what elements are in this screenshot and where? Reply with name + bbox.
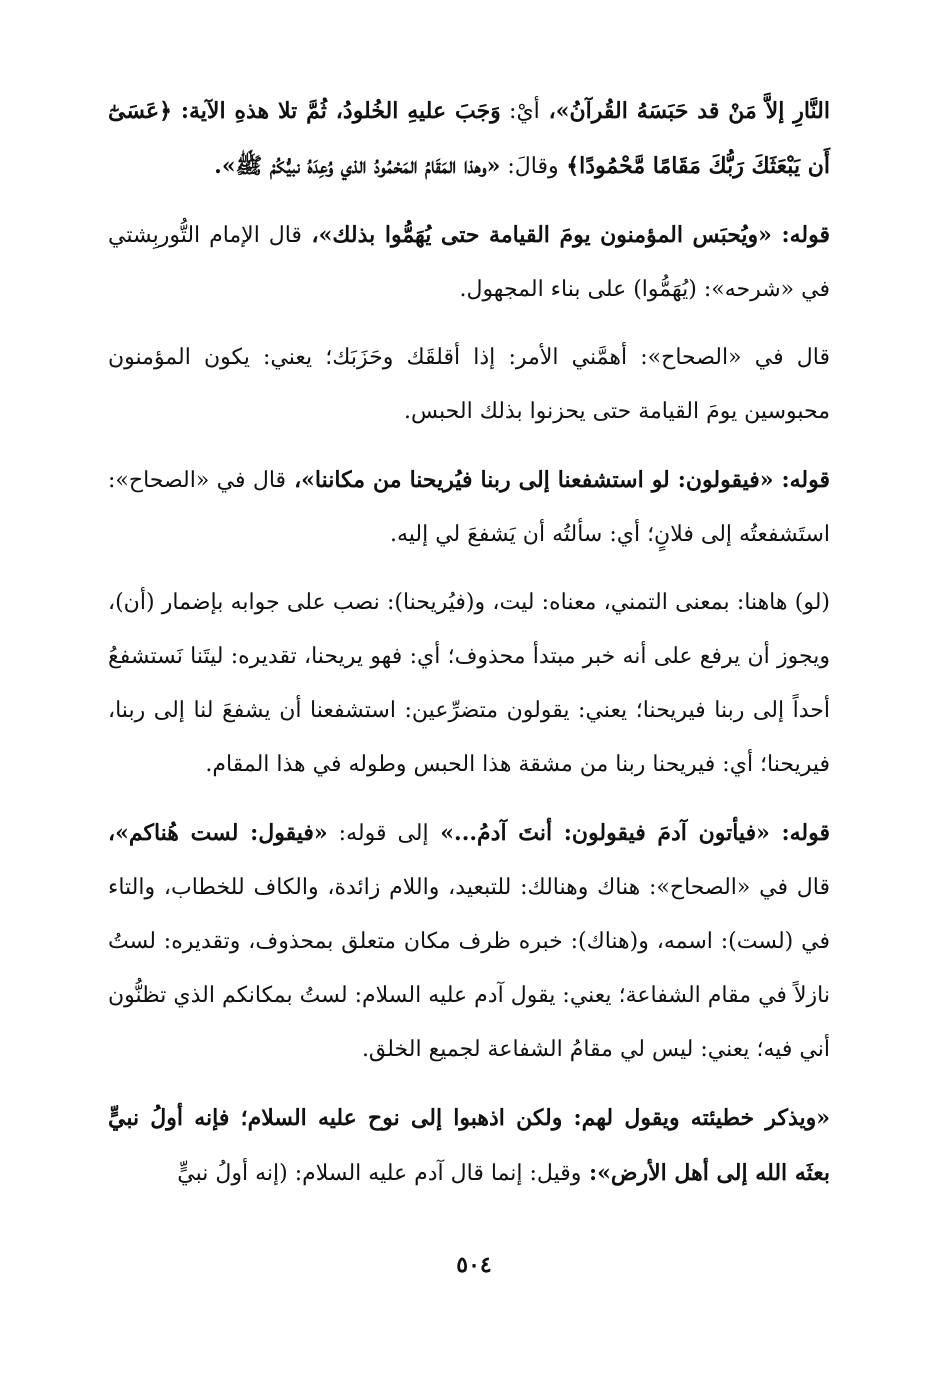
text-segment: وقيل: إنما قال آدم عليه السلام: (إنه أولُ نبيٍّ <box>177 1161 582 1186</box>
paragraph <box>108 84 830 194</box>
text-segment: أيْ: <box>500 99 540 124</box>
bold-text-segment: النَّارِ إلاَّ مَنْ قد حَبَسَهُ القُرآنُ»، <box>539 98 830 124</box>
text-segment: قال الإمام التُّوربِشتي في «شرحه»: (يُهَمُّوا) على بناء المجهول. <box>108 223 830 302</box>
page-number: ٥٠٤ <box>456 1252 492 1278</box>
text-segment: وقالَ: <box>500 154 559 179</box>
text-segment: قال في «الصحاح»: استَشفعتُه إلى فلانٍ؛ أي: سألتُه أن يَشفعَ لي إليه. <box>108 468 830 547</box>
page-body <box>108 84 830 1201</box>
text-segment: إلى قوله: <box>327 821 429 846</box>
paragraph <box>108 806 830 1077</box>
paragraph <box>108 576 830 792</box>
paragraph <box>108 208 830 317</box>
bold-text-segment: «ويذكر خطيئته ويقول لهم: ولكن اذهبوا إلى نوح عليه السلام؛ فإنه أولُ نبيٍّ بعثَه الله إلى أهل الأرض»: <box>108 1105 830 1186</box>
text-segment: قال في «الصحاح»: هناك وهنالك: للتبعيد، واللام زائدة، والكاف للخطاب، والتاء في (لست): اسمه، و(هناك): خبره ظرف مكان متعلق بمحذوف، وتقديره: لستُ نازلاً في مقام الشفاعة؛ يعني: يقول آدم عليه السلام: لستُ بمكانكم الذي تظنُّون أني فيه؛ يعني: ليس لي مقامُ الشفاعة لجميع الخلق. <box>108 875 830 1062</box>
paragraph <box>108 1091 830 1201</box>
text-segment: (لو) هاهنا: بمعنى التمني، معناه: ليت، و(فيُريحنا): نصب على جوابه بإضمار (أن)، ويجوز أن يرفع على أنه خبر مبتدأ محذوف؛ أي: فهو يريحنا، تقديره: ليتَنا نَستشفعُ أحداً إلى ربنا فيريحنا؛ يعني: يقولون متضرِّعين: استشفعنا أن يشفعَ لنا إلى ربنا، فيريحنا؛ أي: فيريحنا ربنا من مشقة هذا الحبس وطوله في هذا المقام. <box>108 590 830 777</box>
bold-text-segment: «وهذا المَقَامُ المَحْمُودُ الذي وُعِدَهُ نبيُّكُمْ ﷺ». <box>214 153 501 179</box>
bold-text-segment: قوله: «فيأتون آدمَ فيقولون: أنتَ آدمُ...» <box>428 820 830 846</box>
paragraph <box>108 331 830 439</box>
text-segment: قال في «الصحاح»: أهمَّني الأمر: إذا أقلقَك وحَزَبَك؛ يعني: يكون المؤمنون محبوسين يومَ القيامة حتى يحزنوا بذلك الحبس. <box>108 345 830 424</box>
bold-text-segment: وَجَبَ عليهِ الخُلودُ، ثُمَّ تلا هذهِ الآية: ﴿عَسَىٰٓ أَن يَبْعَثَكَ رَبُّكَ مَقَامًا مَّحْمُودًا﴾ <box>108 98 830 179</box>
bold-text-segment: «فيقول: لست هُناكم»، <box>108 820 328 846</box>
bold-text-segment: قوله: «فيقولون: لو استشفعنا إلى ربنا فيُريحنا من مكاننا»، <box>286 467 831 493</box>
paragraph <box>108 453 830 562</box>
bold-text-segment: قوله: «ويُحبَس المؤمنون يومَ القيامة حتى يُهَمُّوا بذلك»، <box>301 222 830 248</box>
